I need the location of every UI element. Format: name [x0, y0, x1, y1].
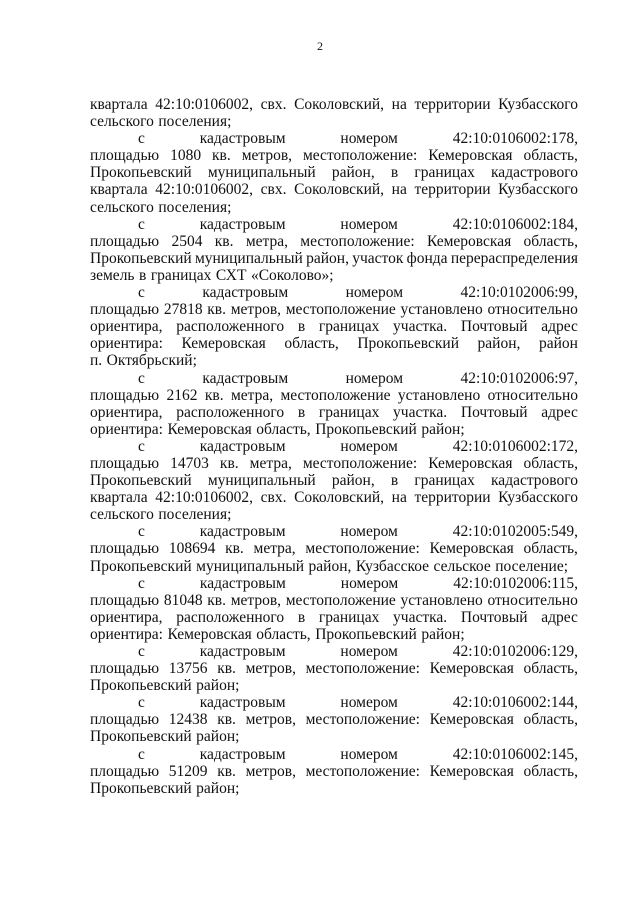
text-word: СХТ — [215, 266, 247, 284]
text-word: область, — [256, 625, 311, 643]
text-word: участка. — [393, 608, 448, 626]
text-word: в — [390, 472, 399, 490]
text-word: местоположение: — [305, 711, 420, 729]
text-word: Кузбасского — [498, 489, 578, 507]
text-line — [90, 250, 578, 267]
text-word: площадью — [90, 232, 160, 250]
text-word: расположенного — [176, 403, 285, 421]
text-word: Прокопьевский — [90, 728, 192, 746]
text-line — [90, 267, 578, 284]
text-word: адрес — [541, 318, 578, 336]
text-word: Прокопьевский — [90, 472, 192, 490]
text-word: муниципальный — [207, 472, 316, 490]
text-word: район; — [421, 420, 465, 438]
text-word: кадастровым — [202, 369, 289, 387]
text-word: метров, — [245, 711, 296, 729]
text-word: область, — [523, 232, 578, 250]
text-word: район — [538, 335, 578, 353]
text-word: Кемеровская — [181, 335, 266, 353]
text-line — [90, 421, 578, 438]
document-body — [90, 96, 578, 797]
text-word: район; — [196, 728, 240, 746]
text-line — [90, 404, 578, 421]
text-word: Кемеровская — [426, 232, 512, 250]
text-word: Кузбасское — [355, 557, 430, 575]
text-word: границах — [318, 318, 380, 336]
text-word: район, — [308, 557, 352, 575]
text-line — [90, 181, 578, 198]
text-word: Соколовский, — [294, 96, 385, 113]
text-word: с — [138, 523, 145, 541]
text-line — [90, 147, 578, 164]
text-word: кадастровым — [199, 523, 286, 541]
text-line — [90, 780, 578, 797]
text-word: площадью — [90, 591, 160, 609]
text-word: площадью — [90, 762, 160, 780]
text-word: Почтовый — [460, 608, 528, 626]
text-word: п. — [90, 352, 103, 370]
text-word: 42:10:0106002, — [155, 96, 254, 113]
text-word: 42:10:0106002:184, — [452, 215, 578, 233]
text-word: 2504 — [171, 232, 203, 250]
text-word: квартала — [90, 96, 148, 113]
text-word: район, — [477, 335, 521, 353]
text-word: установлено — [400, 591, 483, 609]
text-word: 42:10:0102005:549, — [452, 523, 578, 541]
text-word: свх. — [260, 489, 287, 507]
text-word: сельского — [90, 506, 154, 524]
text-word: адрес — [541, 608, 578, 626]
text-word: квартала — [90, 181, 148, 199]
text-word: кадастровым — [199, 215, 286, 233]
text-line — [90, 711, 578, 728]
text-word: перераспределения — [450, 249, 578, 267]
text-word: с — [138, 574, 145, 592]
text-word: область, — [523, 660, 578, 678]
text-word: кв. — [204, 386, 224, 404]
text-line — [90, 575, 578, 592]
text-line — [90, 96, 578, 113]
text-word: кв. — [217, 660, 236, 678]
text-word: с — [138, 215, 145, 233]
text-line — [90, 677, 578, 694]
text-word: кадастровым — [199, 745, 286, 763]
text-word: местоположение: — [305, 540, 420, 558]
text-word: кв. — [214, 232, 234, 250]
text-word: площадью — [90, 386, 160, 404]
text-word: территории — [414, 489, 491, 507]
text-word: район, — [331, 472, 375, 490]
text-word: кадастровым — [199, 130, 286, 148]
text-word: кадастровым — [199, 574, 286, 592]
text-word: 42:10:0106002, — [155, 181, 254, 199]
text-line — [90, 199, 578, 216]
text-word: метров, — [245, 660, 296, 678]
text-word: кадастровым — [199, 694, 286, 712]
text-word: 13756 — [168, 660, 208, 678]
text-line — [90, 523, 578, 540]
text-word: Прокопьевский — [90, 779, 192, 797]
text-word: муниципальный — [207, 164, 316, 182]
text-line — [90, 506, 578, 523]
text-word: ориентира: — [90, 420, 163, 438]
text-word: номером — [340, 437, 398, 455]
text-word: кв. — [207, 301, 226, 319]
text-word: Кемеровская — [429, 660, 514, 678]
text-word: 42:10:0102006:129, — [452, 643, 578, 660]
text-word: муниципальный — [194, 249, 303, 267]
text-word: Кузбасского — [498, 96, 578, 113]
text-word: в — [297, 318, 306, 336]
text-word: Кемеровская — [428, 147, 513, 165]
text-word: на — [391, 181, 407, 199]
text-word: 14703 — [170, 454, 209, 472]
text-line — [90, 352, 578, 369]
text-word: Прокопьевский — [315, 420, 417, 438]
text-word: метра, — [245, 232, 288, 250]
text-word: территории — [414, 96, 491, 113]
text-word: местоположение — [280, 386, 391, 404]
text-word: относительно — [487, 591, 578, 609]
text-word: территории — [414, 181, 491, 199]
text-word: установлено — [400, 301, 483, 319]
text-word: земель — [90, 266, 135, 284]
text-word: границах — [414, 472, 475, 490]
text-word: метров, — [230, 301, 282, 319]
text-word: ориентира, — [90, 318, 163, 336]
text-word: метров, — [245, 762, 296, 780]
text-word: Кемеровская — [429, 711, 514, 729]
text-word: метра, — [249, 454, 292, 472]
text-word: сельского — [90, 113, 154, 131]
text-line — [90, 660, 578, 677]
text-line — [90, 318, 578, 335]
text-word: ориентира, — [90, 608, 163, 626]
text-word: поселения; — [158, 198, 232, 216]
text-word: местоположение — [285, 591, 396, 609]
text-word: расположенного — [176, 318, 285, 336]
text-word: границах — [318, 403, 380, 421]
text-word: номером — [340, 643, 398, 660]
text-line — [90, 301, 578, 318]
text-word: расположенного — [176, 608, 285, 626]
text-word: номером — [340, 215, 398, 233]
text-word: район, — [331, 164, 375, 182]
text-word: сельское — [433, 557, 491, 575]
text-word: 42:10:0102006:97, — [460, 369, 578, 387]
text-word: в — [297, 608, 306, 626]
text-word: Кузбасского — [498, 181, 578, 199]
text-word: границах — [150, 266, 212, 284]
text-line — [90, 335, 578, 352]
text-line — [90, 626, 578, 643]
text-word: кв. — [217, 762, 236, 780]
text-word: кв. — [217, 711, 236, 729]
text-word: площадью — [90, 660, 160, 678]
text-word: Октябрьский; — [106, 352, 197, 370]
text-word: метра, — [230, 386, 274, 404]
text-word: 42:10:0102006:99, — [460, 284, 578, 302]
text-word: Кемеровская — [428, 454, 513, 472]
text-word: участка. — [393, 403, 448, 421]
text-word: границах — [414, 164, 475, 182]
text-word: номером — [340, 745, 398, 763]
text-word: в — [139, 266, 147, 284]
text-word: площадью — [90, 454, 160, 472]
text-word: кадастровым — [202, 284, 289, 302]
text-word: кв. — [225, 540, 244, 558]
text-line — [90, 455, 578, 472]
text-word: район; — [196, 779, 240, 797]
text-word: район; — [421, 625, 465, 643]
text-line — [90, 643, 578, 660]
text-word: на — [391, 489, 407, 507]
text-word: адрес — [541, 403, 578, 421]
text-word: 42:10:0106002:172, — [452, 437, 578, 455]
text-word: кадастровым — [199, 437, 286, 455]
text-line — [90, 130, 578, 147]
text-line — [90, 233, 578, 250]
text-word: кадастрового — [491, 472, 578, 490]
text-word: метров, — [230, 591, 282, 609]
text-word: местоположение — [285, 301, 396, 319]
text-line — [90, 746, 578, 763]
text-word: район, — [306, 249, 349, 267]
text-word: Прокопьевский — [90, 249, 192, 267]
text-word: площадью — [90, 301, 160, 319]
text-word: метра, — [253, 540, 296, 558]
text-word: местоположение: — [300, 232, 415, 250]
text-word: 12438 — [168, 711, 208, 729]
text-line — [90, 540, 578, 557]
text-word: Прокопьевский — [315, 625, 417, 643]
text-word: «Соколово»; — [250, 266, 334, 284]
text-word: относительно — [487, 386, 578, 404]
text-word: область, — [523, 147, 578, 165]
text-word: с — [138, 130, 145, 148]
text-word: Кемеровская — [167, 625, 252, 643]
text-word: площадью — [90, 540, 160, 558]
text-word: номером — [340, 523, 398, 541]
text-word: с — [138, 694, 145, 712]
text-word: 27818 — [163, 301, 203, 319]
text-word: ориентира: — [90, 625, 163, 643]
text-word: номером — [345, 369, 404, 387]
text-word: местоположение: — [302, 147, 418, 165]
text-word: 51209 — [168, 762, 208, 780]
text-line — [90, 164, 578, 181]
text-word: участка. — [393, 318, 448, 336]
text-word: муниципальный — [196, 557, 305, 575]
text-word: область, — [523, 711, 578, 729]
text-word: Кемеровская — [429, 762, 514, 780]
text-word: с — [138, 745, 145, 763]
text-word: 42:10:0106002, — [155, 489, 254, 507]
text-line — [90, 216, 578, 233]
text-word: участок — [352, 249, 404, 267]
text-word: 1080 — [170, 147, 202, 165]
text-line — [90, 387, 578, 404]
text-line — [90, 558, 578, 575]
text-word: Соколовский, — [294, 489, 385, 507]
text-word: Прокопьевский — [90, 677, 192, 695]
text-word: с — [138, 369, 145, 387]
text-word: свх. — [260, 96, 287, 113]
text-word: поселения; — [158, 506, 232, 524]
text-word: номером — [340, 574, 399, 592]
text-word: область, — [256, 420, 311, 438]
text-word: район; — [196, 677, 240, 695]
text-word: в — [297, 403, 306, 421]
text-word: номером — [340, 694, 398, 712]
text-line — [90, 113, 578, 130]
text-word: Почтовый — [460, 318, 528, 336]
text-word: свх. — [260, 181, 287, 199]
text-word: кадастрового — [491, 164, 578, 182]
text-word: 42:10:0102006:115, — [453, 574, 578, 592]
text-word: область, — [523, 762, 578, 780]
text-word: кв. — [212, 147, 231, 165]
text-word: 81048 — [163, 591, 203, 609]
text-line — [90, 694, 578, 711]
text-line — [90, 438, 578, 455]
text-word: с — [138, 643, 145, 660]
text-word: Прокопьевский — [90, 164, 192, 182]
text-word: 42:10:0106002:145, — [452, 745, 578, 763]
text-word: квартала — [90, 489, 148, 507]
text-word: поселение; — [495, 557, 569, 575]
text-word: фонда — [406, 249, 448, 267]
text-word: номером — [340, 130, 398, 148]
text-word: кв. — [219, 454, 239, 472]
text-word: 108694 — [168, 540, 216, 558]
text-line — [90, 284, 578, 301]
text-word: с — [138, 437, 145, 455]
text-line — [90, 489, 578, 506]
text-word: Соколовский, — [294, 181, 385, 199]
text-word: площадью — [90, 147, 160, 165]
text-word: область, — [284, 335, 339, 353]
text-word: кадастровым — [199, 643, 286, 660]
text-word: номером — [345, 284, 404, 302]
text-word: 42:10:0106002:178, — [452, 130, 578, 148]
text-word: ориентира: — [90, 335, 163, 353]
text-word: Почтовый — [460, 403, 528, 421]
text-word: местоположение: — [305, 660, 420, 678]
text-word: на — [391, 96, 407, 113]
text-word: с — [138, 284, 145, 302]
text-line — [90, 370, 578, 387]
text-word: кв. — [207, 591, 226, 609]
text-word: установлено — [397, 386, 481, 404]
text-word: относительно — [487, 301, 578, 319]
text-line — [90, 728, 578, 745]
text-word: местоположение: — [305, 762, 420, 780]
text-word: Кемеровская — [167, 420, 252, 438]
text-word: местоположение: — [302, 454, 418, 472]
text-word: 2162 — [166, 386, 198, 404]
text-word: Кемеровская — [429, 540, 514, 558]
text-word: границах — [318, 608, 380, 626]
text-word: Прокопьевский — [90, 557, 192, 575]
text-word: метров, — [241, 147, 293, 165]
text-word: 42:10:0106002:144, — [452, 694, 578, 712]
text-word: ориентира, — [90, 403, 163, 421]
text-line — [90, 472, 578, 489]
text-word: область, — [523, 454, 578, 472]
text-word: поселения; — [158, 113, 232, 131]
text-word: в — [390, 164, 399, 182]
text-line — [90, 763, 578, 780]
text-word: Прокопьевский — [357, 335, 459, 353]
text-line — [90, 592, 578, 609]
text-word: сельского — [90, 198, 154, 216]
text-word: площадью — [90, 711, 160, 729]
text-line — [90, 609, 578, 626]
page-number: 2 — [317, 39, 323, 53]
text-word: область, — [523, 540, 578, 558]
